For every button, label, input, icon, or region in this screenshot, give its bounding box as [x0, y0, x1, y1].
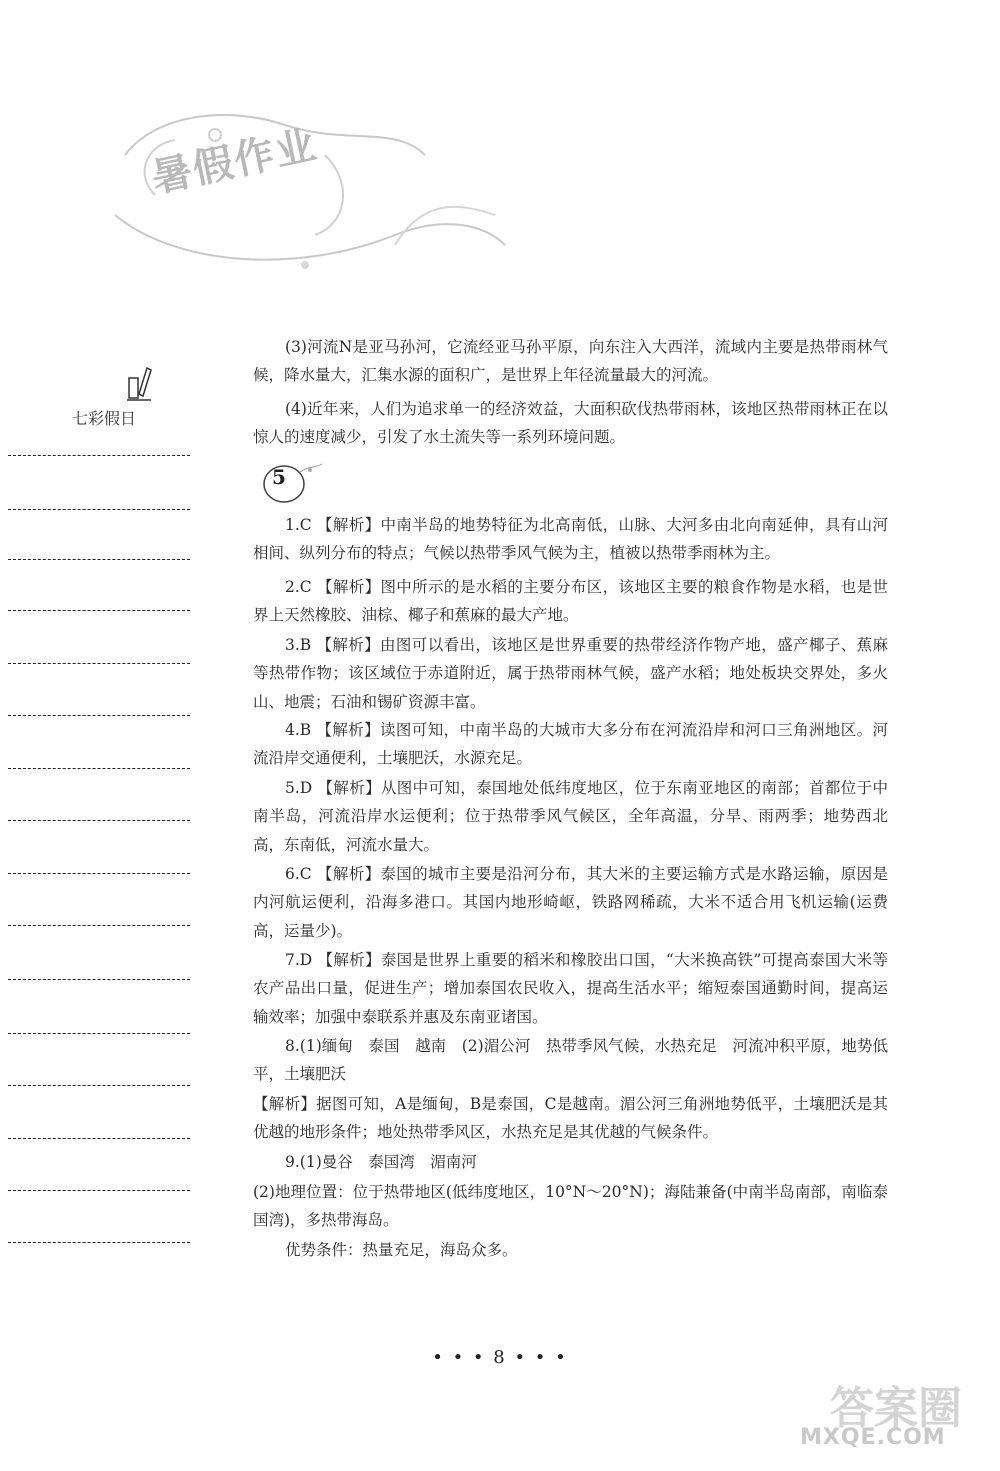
- sidebar-label: 七彩假日: [72, 409, 137, 428]
- note-line: [8, 1033, 190, 1034]
- answer-paragraph: 3.B 【解析】由图可以看出，该地区是世界重要的热带经济作物产地，盛产椰子、蕉麻等热带作物；该区域位于赤道附近，属于热带雨林气候，盛产水稻；地处板块交界处，多火山、地震；石油和锡矿资源丰富。: [253, 636, 888, 711]
- answer-paragraph: (4)近年来，人们为追求单一的经济效益，大面积砍伐热带雨林，该地区热带雨林正在以惊人的速度减少，引发了水土流失等一系列环境问题。: [253, 400, 888, 447]
- note-line: [8, 979, 190, 980]
- note-line: [8, 768, 190, 769]
- pencil-icon: [125, 364, 153, 406]
- answer-paragraph: (2)地理位置：位于热带地区(低纬度地区，10°N～20°N)；海陆兼备(中南半岛南部，南临泰国湾)，多热带海岛。: [253, 1183, 888, 1230]
- watermark-logo: 答案圈: [830, 1383, 962, 1434]
- note-line: [8, 610, 190, 611]
- answer-paragraph: 7.D 【解析】泰国是世界上重要的稻米和橡胶出口国，“大米换高铁”可提高泰国大米等农产品出口量，促进生产；增加泰国农民收入，提高生活水平；缩短泰国通勤时间，提高运输效率；加强中泰联系并惠及东南亚诸国。: [253, 951, 888, 1026]
- answer-paragraph: 1.C 【解析】中南半岛的地势特征为北高南低，山脉、大河多由北向南延伸，具有山河相间、纵列分布的特点；气候以热带季风气候为主，植被以热带季雨林为主。: [253, 516, 888, 563]
- answer-paragraph: 【解析】据图可知，A是缅甸，B是泰国，C是越南。湄公河三角洲地势低平，土壤肥沃是其优越的地形条件；地处热带季风区，水热充足是其优越的气候条件。: [253, 1095, 888, 1142]
- section-badge-icon: [260, 458, 324, 506]
- note-line: [8, 1138, 190, 1139]
- note-line: [8, 559, 190, 560]
- logo-title: 暑假作业: [147, 121, 322, 202]
- note-line: [8, 663, 190, 664]
- note-line: [8, 820, 190, 821]
- note-line: [8, 873, 190, 874]
- answer-paragraph: 2.C 【解析】图中所示的是水稻的主要分布区，该地区主要的粮食作物是水稻，也是世界上天然橡胶、油棕、椰子和蕉麻的最大产地。: [253, 578, 888, 625]
- answer-paragraph: 优势条件：热量充足，海岛众多。: [285, 1241, 518, 1259]
- note-line: [8, 509, 190, 510]
- note-line: [8, 1085, 190, 1086]
- answer-paragraph: 8.(1)缅甸 泰国 越南 (2)湄公河 热带季风气候，水热充足 河流冲积平原，地势低平，土壤肥沃: [253, 1037, 888, 1084]
- note-line: [8, 925, 190, 926]
- note-line: [8, 455, 190, 456]
- answer-paragraph: 5.D 【解析】从图中可知，泰国地处低纬度地区，位于东南亚地区的南部；首都位于中南半岛，河流沿岸水运便利；位于热带季风气候区，全年高温，分旱、雨两季；地势西北高，东南低，河流水量大。: [253, 779, 888, 854]
- section-number: 5: [272, 465, 286, 489]
- watermark-site: MXQE.COM: [800, 1425, 946, 1450]
- answer-paragraph: 6.C 【解析】泰国的城市主要是沿河分布，其大米的主要运输方式是水路运输，原因是内河航运便利，沿海多港口。其国内地形崎岖，铁路网稀疏，大米不适合用飞机运输(运费高，运量少)。: [253, 865, 888, 940]
- page-number: • • • 8 • • •: [432, 1347, 568, 1368]
- answer-paragraph: 4.B 【解析】读图可知，中南半岛的大城市大多分布在河流沿岸和河口三角洲地区。河流沿岸交通便利，土壤肥沃，水源充足。: [253, 721, 888, 768]
- answer-paragraph: (3)河流N是亚马孙河，它流经亚马孙平原，向东注入大西洋，流域内主要是热带雨林气候，降水量大，汇集水源的面积广，是世界上年径流量最大的河流。: [253, 338, 888, 385]
- note-line: [8, 715, 190, 716]
- note-line: [8, 1190, 190, 1191]
- note-line: [8, 1242, 190, 1243]
- answer-paragraph: 9.(1)曼谷 泰国湾 湄南河: [285, 1153, 477, 1171]
